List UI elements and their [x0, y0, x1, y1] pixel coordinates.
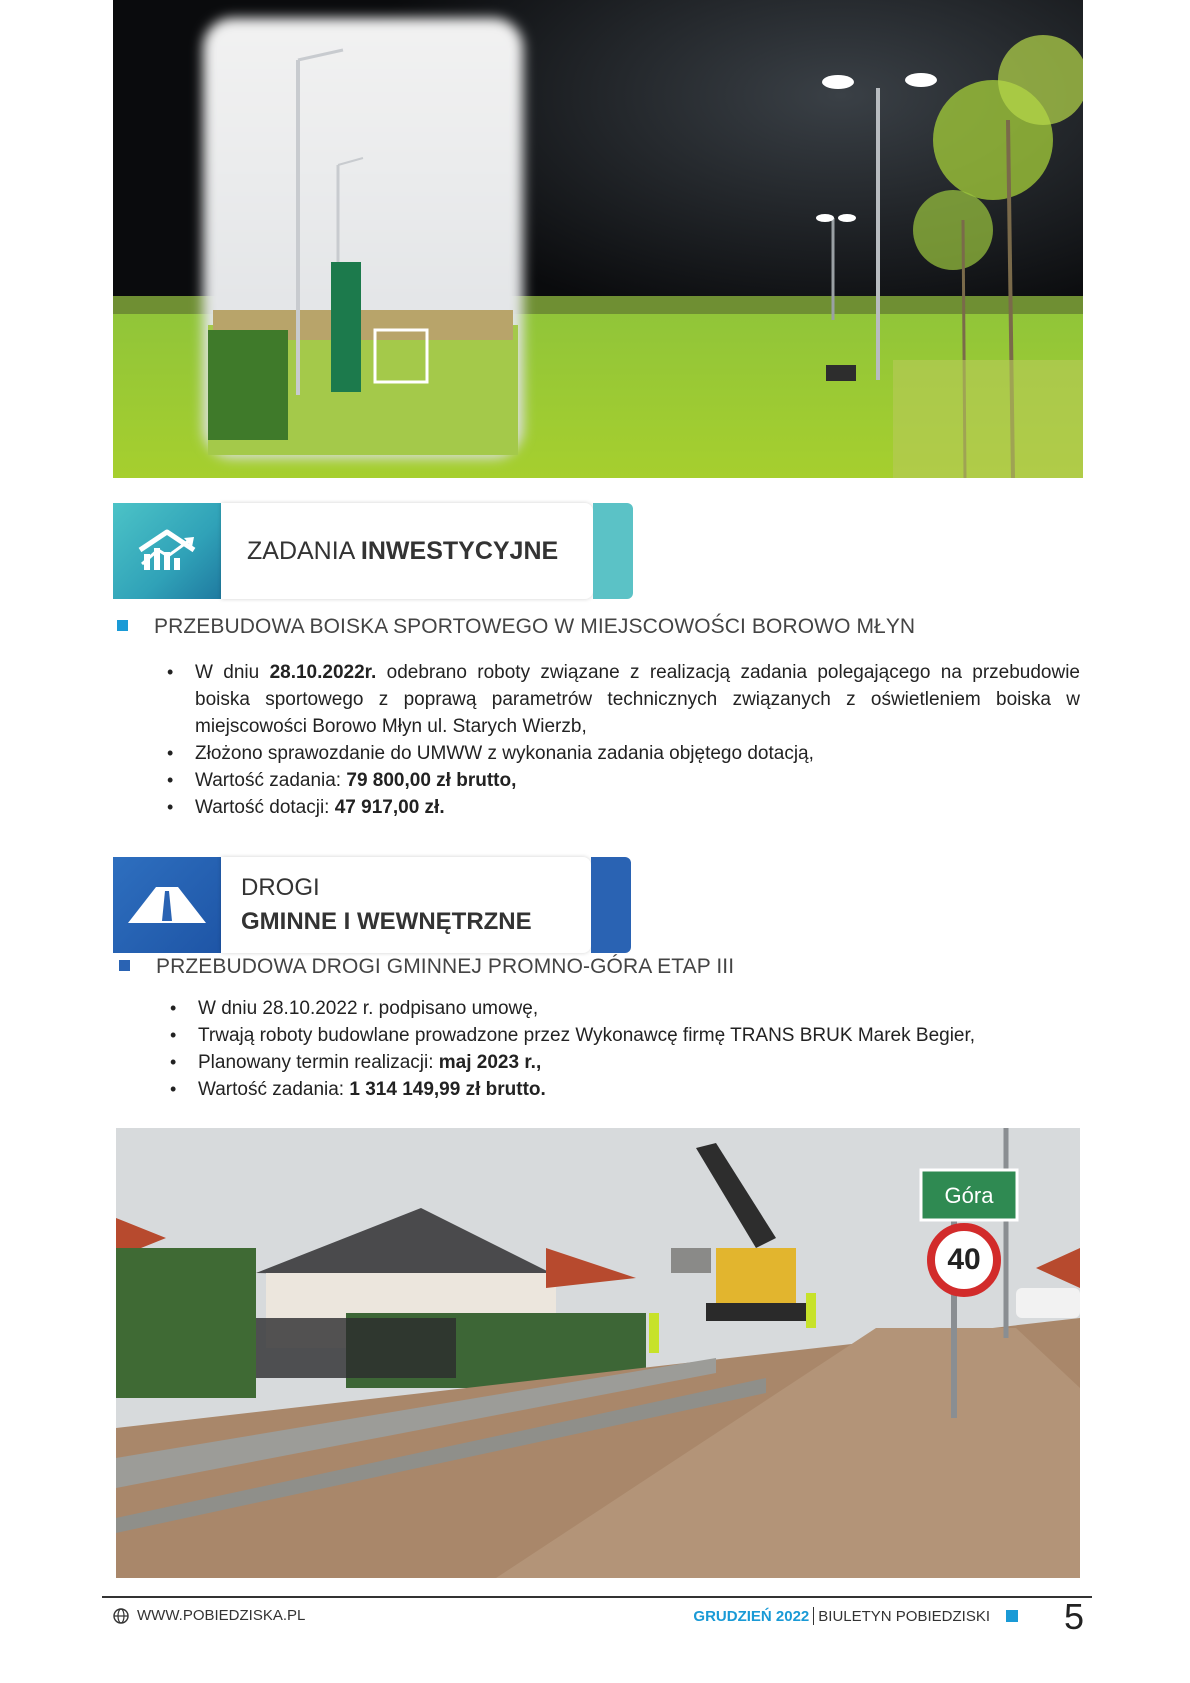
issue-month: GRUDZIEŃ 2022 [693, 1607, 810, 1625]
section-title-line2: GMINNE I WEWNĘTRZNE [241, 908, 532, 935]
section-tab [593, 503, 633, 599]
square-bullet-icon [119, 960, 130, 971]
sports-field-photo [113, 0, 1083, 478]
section-tab [591, 857, 631, 953]
subheading-boisko [117, 615, 915, 639]
road-icon [113, 857, 221, 953]
section-header-roads [113, 857, 631, 953]
section-title-bold: INWESTYCYJNE [360, 537, 559, 565]
list-item: • Planowany termin realizacji: maj 2023 r., [170, 1049, 1080, 1076]
square-marker-icon [1006, 1610, 1018, 1622]
section-title-light: ZADANIA [247, 537, 361, 565]
list-item: • W dniu 28.10.2022r. odebrano roboty związane z realizacją zadania polegającego na przebudowie boiska sportowego z poprawą parametrów technicznych związanych z oświetleniem boiska w miejscowości Borowo Młyn ul. Starych Wierzb, [167, 659, 1080, 740]
bulletin-title: BIULETYN POBIEDZISKI [818, 1607, 990, 1625]
subheading-droga [119, 955, 734, 979]
bullet-list-droga [170, 995, 1080, 1103]
town-sign-text: Góra [944, 1183, 994, 1208]
subheading-text: PRZEBUDOWA DROGI GMINNEJ PROMNO-GÓRA ETAP III [156, 955, 735, 978]
section-title-box [221, 503, 593, 599]
list-item: • Wartość zadania: 79 800,00 zł brutto, [167, 767, 1080, 794]
list-item: • Wartość zadania: 1 314 149,99 zł brutto. [170, 1076, 1080, 1103]
list-item: • Złożono sprawozdanie do UMWW z wykonania zadania objętego dotacją, [167, 740, 1080, 767]
section-title-line1: DROGI [241, 874, 320, 901]
footer-divider [102, 1596, 1092, 1598]
square-bullet-icon [117, 620, 128, 631]
section-header-investments [113, 503, 633, 599]
list-item: • Wartość dotacji: 47 917,00 zł. [167, 794, 1080, 821]
footer-separator [813, 1607, 814, 1625]
globe-icon [113, 1608, 129, 1624]
section-title-box [221, 857, 591, 953]
bullet-list-boisko [167, 659, 1080, 821]
subheading-text: PRZEBUDOWA BOISKA SPORTOWEGO W MIEJSCOWOŚCI BOROWO MŁYN [154, 615, 916, 638]
footer-issue [693, 1607, 1018, 1625]
page-number: 5 [1063, 1596, 1084, 1637]
road-construction-photo [116, 1128, 1080, 1578]
footer-website [113, 1607, 305, 1624]
list-item: • W dniu 28.10.2022 r. podpisano umowę, [170, 995, 1080, 1022]
website-link[interactable]: WWW.POBIEDZISKA.PL [137, 1607, 306, 1624]
house-growth-icon [113, 503, 221, 599]
list-item: • Trwają roboty budowlane prowadzone przez Wykonawcę firmę TRANS BRUK Marek Begier, [170, 1022, 1080, 1049]
speed-sign-text: 40 [947, 1243, 981, 1276]
